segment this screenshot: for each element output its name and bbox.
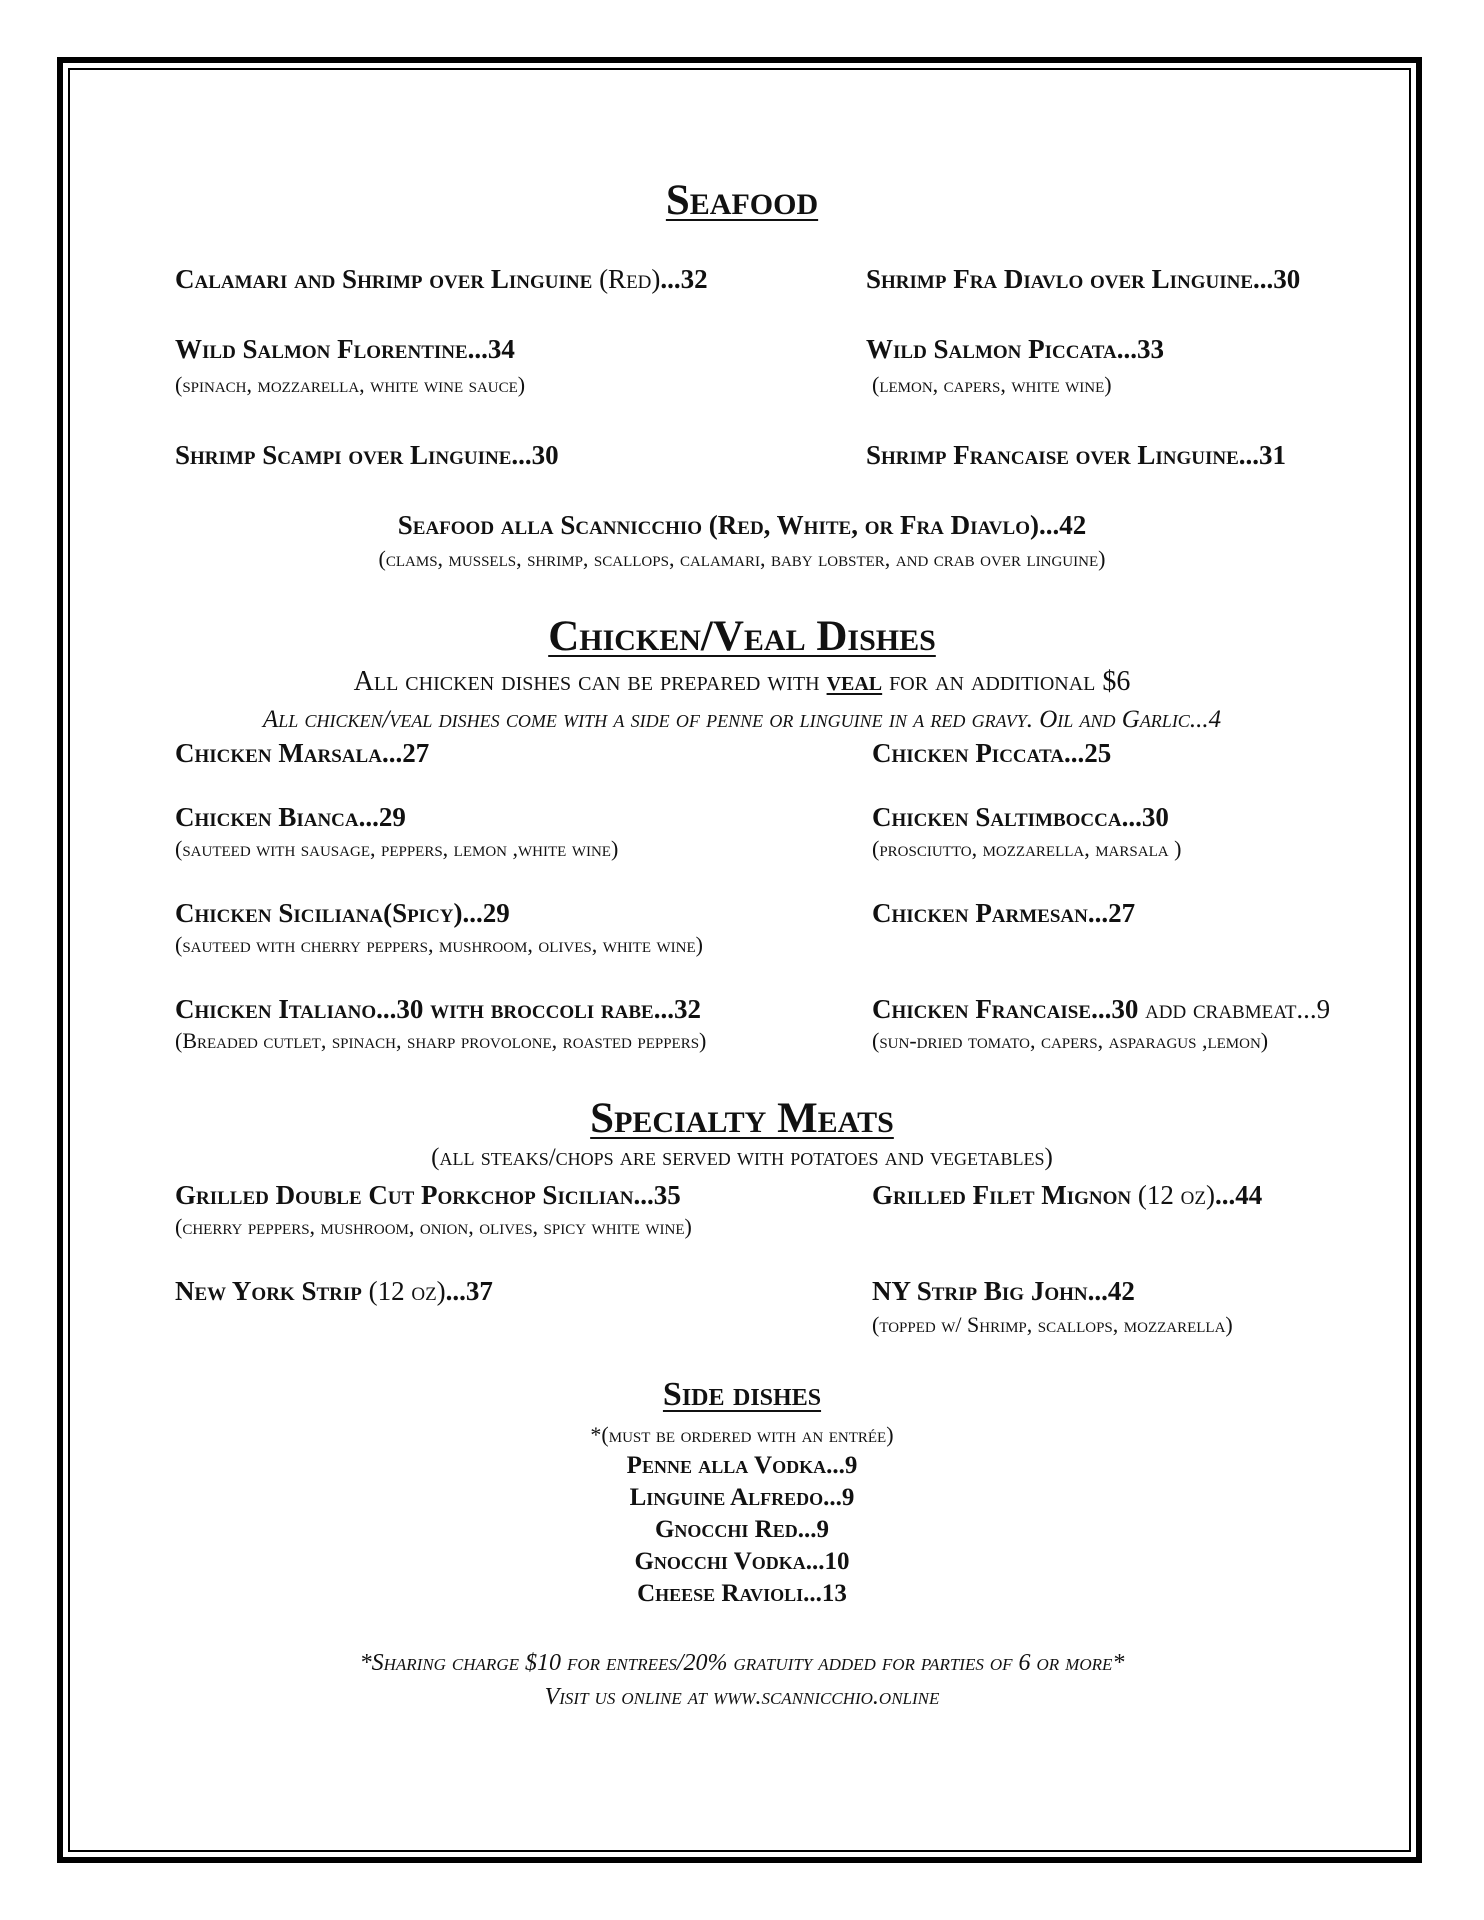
menu-item: Chicken Siciliana(Spicy)...29 bbox=[175, 898, 510, 928]
menu-item: Grilled Double Cut Porkchop Sicilian...35 bbox=[175, 1180, 681, 1210]
menu-item: Shrimp Fra Diavlo over Linguine...30 bbox=[866, 264, 1301, 294]
item-description: (prosciutto, mozzarella, marsala ) bbox=[872, 836, 1182, 861]
item-description: (sun-dried tomato, capers, asparagus ,lemon) bbox=[872, 1028, 1269, 1053]
specialty-meats-heading: Specialty Meats bbox=[590, 1095, 894, 1142]
item-description: (Breaded cutlet, spinach, sharp provolone, roasted peppers) bbox=[175, 1028, 707, 1053]
side-item: Gnocchi Red...9 bbox=[654, 1516, 829, 1543]
menu-item: New York Strip (12 oz)...37 bbox=[175, 1276, 493, 1306]
item-description: (cherry peppers, mushroom, onion, olives, spicy white wine) bbox=[175, 1214, 692, 1239]
side-item: Penne alla Vodka...9 bbox=[626, 1452, 858, 1479]
menu-item: Chicken Bianca...29 bbox=[175, 802, 406, 832]
menu-item: Shrimp Scampi over Linguine...30 bbox=[175, 440, 559, 470]
item-description: (sauteed with cherry peppers, mushroom, olives, white wine) bbox=[175, 932, 703, 957]
menu-item: Calamari and Shrimp over Linguine (Red)...32 bbox=[175, 264, 708, 294]
item-description: (spinach, mozzarella, white wine sauce) bbox=[175, 372, 526, 397]
item-description: (sauteed with sausage, peppers, lemon ,white wine) bbox=[175, 836, 619, 861]
sides-note: *(must be ordered with an entrée) bbox=[590, 1422, 894, 1447]
side-item: Cheese Ravioli...13 bbox=[637, 1580, 847, 1607]
chicken-veal-heading: Chicken/Veal Dishes bbox=[548, 613, 936, 660]
veal-note: All chicken dishes can be prepared with veal for an additional $6 bbox=[353, 666, 1131, 697]
menu-item: Shrimp Francaise over Linguine...31 bbox=[866, 440, 1286, 470]
menu-item: Chicken Piccata...25 bbox=[872, 738, 1112, 768]
menu-item: Chicken Italiano...30 with broccoli rabe...32 bbox=[175, 994, 701, 1024]
meats-note: (all steaks/chops are served with potatoes and vegetables) bbox=[431, 1144, 1053, 1171]
menu-item: Chicken Francaise...30 add crabmeat...9 bbox=[872, 994, 1331, 1024]
menu-item: Chicken Marsala...27 bbox=[175, 738, 430, 768]
item-description: (lemon, capers, white wine) bbox=[872, 372, 1112, 397]
menu-item: Wild Salmon Piccata...33 bbox=[866, 334, 1165, 364]
item-description: (topped w/ Shrimp, scallops, mozzarella) bbox=[872, 1312, 1233, 1337]
side-item: Linguine Alfredo...9 bbox=[629, 1484, 855, 1511]
website-note: Visit us online at www.scannicchio.online bbox=[544, 1684, 940, 1710]
side-note: All chicken/veal dishes come with a side of penne or linguine in a red gravy. Oil and Garlic...4 bbox=[262, 706, 1222, 733]
menu-item: Chicken Saltimbocca...30 bbox=[872, 802, 1169, 832]
sharing-charge-note: *Sharing charge $10 for entrees/20% gratuity added for parties of 6 or more* bbox=[359, 1650, 1125, 1676]
side-dishes-heading: Side dishes bbox=[662, 1376, 822, 1413]
menu-item: NY Strip Big John...42 bbox=[872, 1276, 1135, 1306]
side-item: Gnocchi Vodka...10 bbox=[634, 1548, 850, 1575]
menu-item: Grilled Filet Mignon (12 oz)...44 bbox=[872, 1180, 1263, 1210]
item-description: (clams, mussels, shrimp, scallops, calamari, baby lobster, and crab over linguine) bbox=[378, 546, 1106, 571]
menu-item: Wild Salmon Florentine...34 bbox=[175, 334, 515, 364]
menu-item-special: Seafood alla Scannicchio (Red, White, or Fra Diavlo)...42 bbox=[397, 510, 1087, 540]
menu-item: Chicken Parmesan...27 bbox=[872, 898, 1136, 928]
seafood-heading: Seafood bbox=[665, 177, 819, 224]
